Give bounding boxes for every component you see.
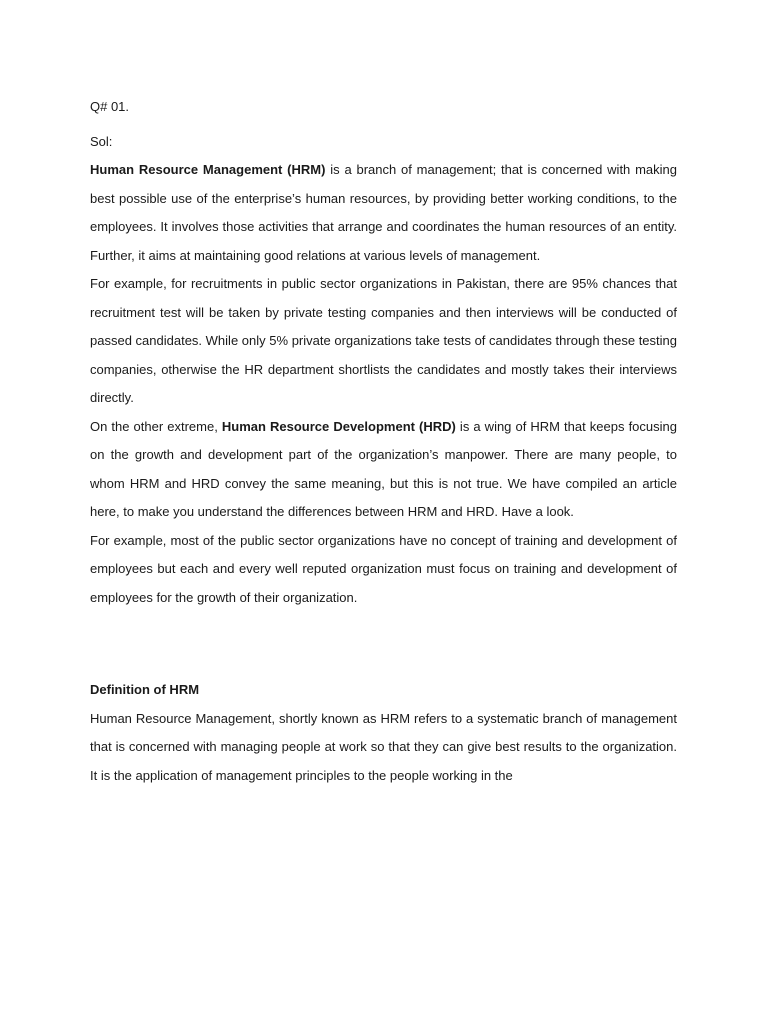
paragraph-text: is a branch of management; that is concerned with making best possible use of the enterprise’s human resources, by providing better working conditions, to the employees. It involves those activities that arrange and coordinates the human resources of an entity. Further, it aims at maintaining good relations at various levels of management.	[90, 162, 678, 263]
paragraph-hrd-intro	[90, 413, 677, 527]
term-hrd: Human Resource Development (HRD)	[221, 418, 456, 434]
paragraph-lead: On the other extreme,	[90, 418, 222, 434]
section-heading-definition: Definition of HRM	[90, 682, 200, 697]
paragraph-text: is a wing of HRM that keeps focusing on the growth and development part of the organization’s manpower. There are many people, to whom HRM and HRD convey the same meaning, but this is not true. We have compiled an article here, to make you understand the differences between HRM and HRD. Have a look.	[90, 418, 677, 519]
paragraph-hrd-example: For example, most of the public sector organizations have no concept of training and development of employees but each and every well reputed organization must focus on training and development of employees for the growth of their organization.	[90, 532, 677, 605]
paragraph-definition: Human Resource Management, shortly known as HRM refers to a systematic branch of management that is concerned with managing people at work so that they can give best results to the organization. It is the application of management principles to the people working in the	[90, 710, 677, 783]
term-hrm: Human Resource Management (HRM)	[90, 162, 326, 177]
solution-label: Sol:	[90, 133, 113, 149]
question-number: Q# 01.	[90, 99, 130, 114]
paragraph-hrm-example: For example, for recruitments in public sector organizations in Pakistan, there are 95% chances that recruitment test will be taken by private testing companies and then interviews will be conducted of passed candidates. While only 5% private organizations take tests of candidates through these testing companies, otherwise the HR department shortlists the candidates and mostly takes their interviews directly.	[90, 276, 677, 405]
document-body	[90, 93, 677, 790]
paragraph-hrm-intro	[90, 156, 677, 270]
